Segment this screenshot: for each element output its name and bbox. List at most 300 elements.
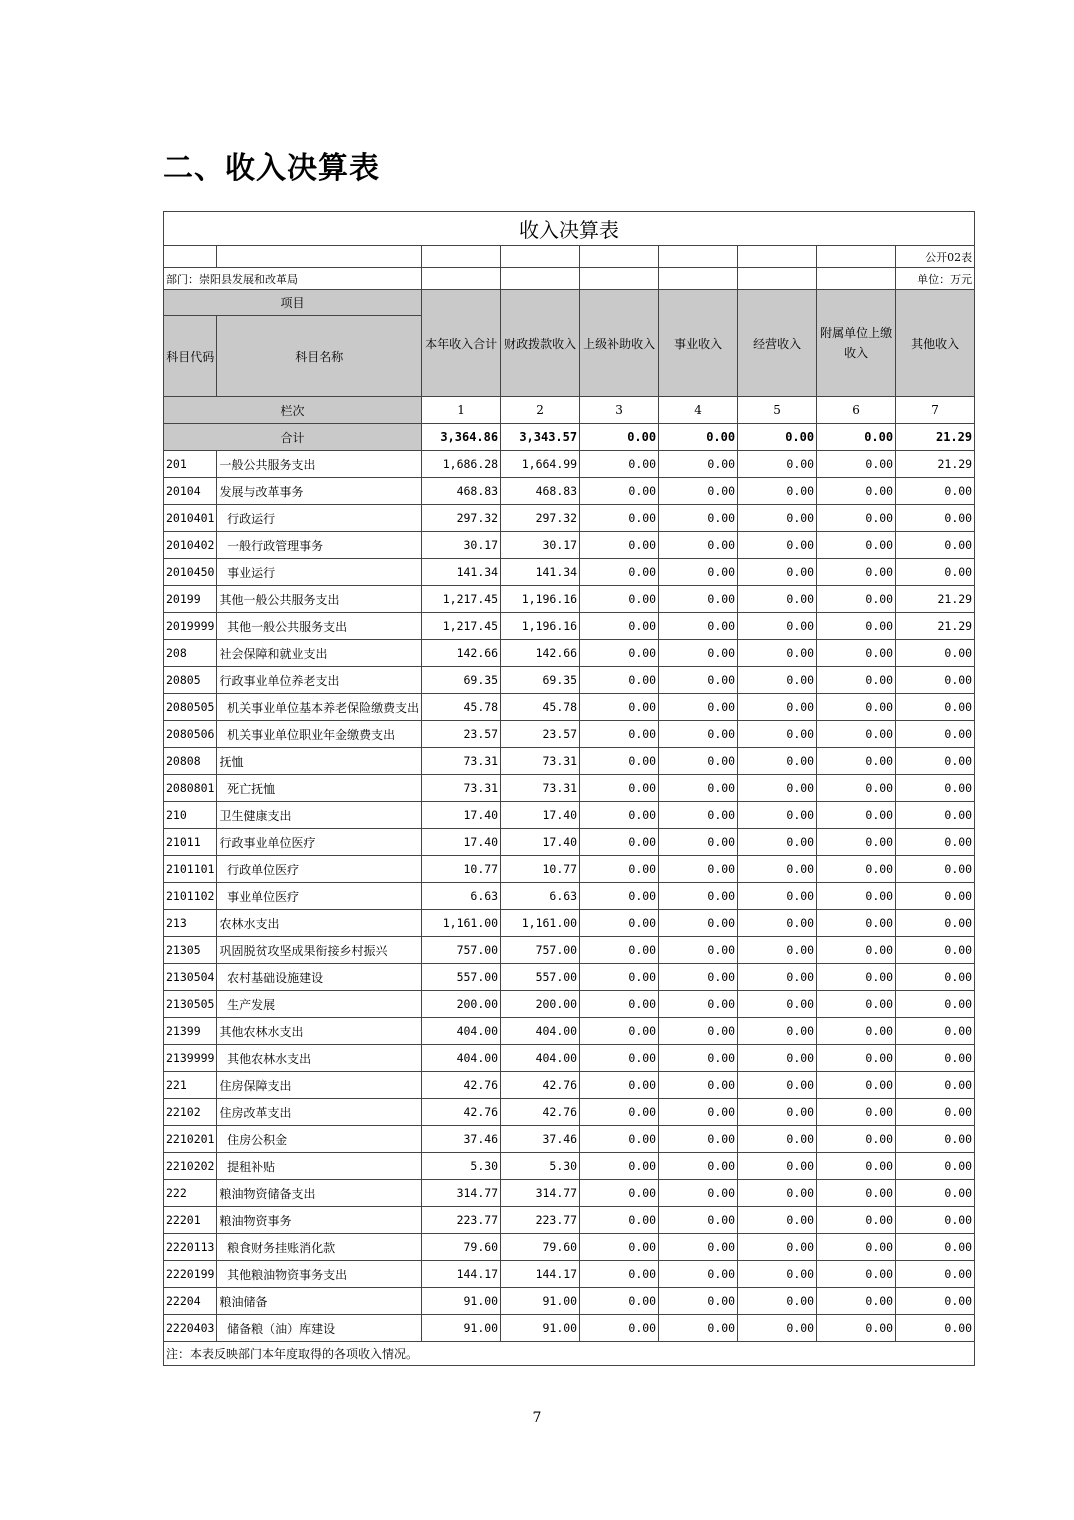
row-value: 0.00 — [817, 1207, 896, 1234]
row-value: 0.00 — [659, 694, 738, 721]
row-name: 农林水支出 — [217, 910, 422, 937]
row-value: 0.00 — [896, 856, 975, 883]
row-value: 0.00 — [580, 586, 659, 613]
row-value: 0.00 — [659, 883, 738, 910]
row-value: 1,217.45 — [422, 613, 501, 640]
row-value: 0.00 — [896, 883, 975, 910]
row-value: 314.77 — [422, 1180, 501, 1207]
row-value: 0.00 — [817, 640, 896, 667]
row-value: 0.00 — [738, 586, 817, 613]
row-value: 297.32 — [422, 505, 501, 532]
row-code: 201 — [164, 451, 217, 478]
row-value: 0.00 — [817, 1099, 896, 1126]
row-value: 0.00 — [896, 1045, 975, 1072]
row-value: 1,217.45 — [422, 586, 501, 613]
row-value: 0.00 — [659, 1153, 738, 1180]
row-value: 0.00 — [738, 505, 817, 532]
row-code: 22201 — [164, 1207, 217, 1234]
row-value: 0.00 — [817, 829, 896, 856]
row-value: 1,161.00 — [422, 910, 501, 937]
page-heading: 二、收入决算表 — [163, 151, 380, 186]
row-value: 0.00 — [580, 802, 659, 829]
row-value: 404.00 — [501, 1018, 580, 1045]
row-value: 0.00 — [738, 694, 817, 721]
row-code: 2220403 — [164, 1315, 217, 1342]
row-name: 其他粮油物资事务支出 — [217, 1261, 422, 1288]
row-value: 0.00 — [817, 937, 896, 964]
row-value: 404.00 — [422, 1018, 501, 1045]
row-value: 91.00 — [501, 1288, 580, 1315]
row-value: 0.00 — [580, 1261, 659, 1288]
row-value: 0.00 — [659, 667, 738, 694]
row-value: 0.00 — [896, 1288, 975, 1315]
row-value: 42.76 — [501, 1099, 580, 1126]
row-value: 0.00 — [659, 559, 738, 586]
row-value: 0.00 — [896, 640, 975, 667]
row-value: 30.17 — [422, 532, 501, 559]
table-title: 收入决算表 — [164, 212, 975, 246]
row-value: 0.00 — [580, 856, 659, 883]
row-value: 0.00 — [738, 748, 817, 775]
row-name: 粮油物资储备支出 — [217, 1180, 422, 1207]
row-value: 0.00 — [738, 1018, 817, 1045]
row-name: 粮油物资事务 — [217, 1207, 422, 1234]
row-value: 0.00 — [580, 667, 659, 694]
row-value: 0.00 — [896, 964, 975, 991]
table-row — [164, 856, 975, 883]
row-code: 2101101 — [164, 856, 217, 883]
row-value: 0.00 — [896, 775, 975, 802]
row-name: 粮油储备 — [217, 1288, 422, 1315]
row-value: 0.00 — [738, 559, 817, 586]
row-value: 223.77 — [501, 1207, 580, 1234]
row-value: 0.00 — [896, 1261, 975, 1288]
table-row — [164, 694, 975, 721]
table-row — [164, 505, 975, 532]
row-value: 0.00 — [738, 1207, 817, 1234]
column-number: 2 — [501, 397, 580, 424]
row-value: 0.00 — [738, 1315, 817, 1342]
row-value: 5.30 — [501, 1153, 580, 1180]
row-value: 0.00 — [580, 1072, 659, 1099]
row-value: 0.00 — [738, 775, 817, 802]
row-code: 20199 — [164, 586, 217, 613]
row-value: 0.00 — [896, 937, 975, 964]
row-value: 23.57 — [501, 721, 580, 748]
row-value: 0.00 — [659, 1018, 738, 1045]
row-value: 37.46 — [422, 1126, 501, 1153]
header-col-5: 经营收入 — [738, 290, 817, 397]
row-value: 0.00 — [896, 1315, 975, 1342]
row-value: 0.00 — [659, 1045, 738, 1072]
row-value: 0.00 — [580, 694, 659, 721]
row-code: 2220199 — [164, 1261, 217, 1288]
page-number: 7 — [532, 1410, 542, 1426]
row-value: 0.00 — [817, 478, 896, 505]
row-value: 0.00 — [817, 613, 896, 640]
row-value: 0.00 — [817, 991, 896, 1018]
row-value: 0.00 — [896, 1153, 975, 1180]
row-value: 0.00 — [817, 1180, 896, 1207]
row-value: 30.17 — [501, 532, 580, 559]
row-value: 0.00 — [896, 721, 975, 748]
row-value: 69.35 — [501, 667, 580, 694]
row-value: 0.00 — [659, 451, 738, 478]
row-value: 0.00 — [580, 1153, 659, 1180]
total-value: 21.29 — [896, 424, 975, 451]
table-row — [164, 586, 975, 613]
table-row — [164, 775, 975, 802]
row-value: 0.00 — [817, 694, 896, 721]
row-name: 生产发展 — [217, 991, 422, 1018]
row-value: 0.00 — [896, 478, 975, 505]
row-value: 0.00 — [580, 1099, 659, 1126]
row-value: 17.40 — [501, 802, 580, 829]
row-name: 其他一般公共服务支出 — [217, 613, 422, 640]
row-value: 0.00 — [738, 478, 817, 505]
table-row — [164, 1261, 975, 1288]
row-name: 住房公积金 — [217, 1126, 422, 1153]
row-value: 314.77 — [501, 1180, 580, 1207]
row-value: 0.00 — [659, 478, 738, 505]
row-value: 0.00 — [896, 910, 975, 937]
row-value: 0.00 — [738, 964, 817, 991]
row-name: 一般公共服务支出 — [217, 451, 422, 478]
row-code: 2010402 — [164, 532, 217, 559]
row-name: 抚恤 — [217, 748, 422, 775]
row-value: 0.00 — [659, 856, 738, 883]
row-value: 0.00 — [817, 1072, 896, 1099]
row-value: 0.00 — [817, 1234, 896, 1261]
header-col-7: 其他收入 — [896, 290, 975, 397]
row-value: 42.76 — [501, 1072, 580, 1099]
table-row — [164, 667, 975, 694]
row-value: 0.00 — [738, 1153, 817, 1180]
row-value: 0.00 — [580, 559, 659, 586]
row-value: 0.00 — [659, 1207, 738, 1234]
table-row — [164, 802, 975, 829]
total-value: 0.00 — [659, 424, 738, 451]
row-value: 0.00 — [580, 1315, 659, 1342]
table-row — [164, 964, 975, 991]
row-value: 0.00 — [738, 721, 817, 748]
table-row — [164, 1126, 975, 1153]
table-row — [164, 559, 975, 586]
row-value: 0.00 — [580, 937, 659, 964]
row-value: 91.00 — [501, 1315, 580, 1342]
row-value: 0.00 — [580, 505, 659, 532]
row-value: 23.57 — [422, 721, 501, 748]
row-value: 141.34 — [501, 559, 580, 586]
header-code: 科目代码 — [164, 316, 217, 397]
row-value: 69.35 — [422, 667, 501, 694]
row-name: 其他农林水支出 — [217, 1018, 422, 1045]
row-value: 0.00 — [817, 883, 896, 910]
row-value: 0.00 — [580, 613, 659, 640]
row-value: 0.00 — [738, 667, 817, 694]
row-value: 0.00 — [580, 964, 659, 991]
row-value: 0.00 — [896, 748, 975, 775]
row-value: 0.00 — [896, 1234, 975, 1261]
row-value: 0.00 — [580, 532, 659, 559]
row-value: 0.00 — [580, 748, 659, 775]
row-value: 0.00 — [738, 802, 817, 829]
row-value: 0.00 — [896, 694, 975, 721]
row-value: 0.00 — [817, 1126, 896, 1153]
row-value: 0.00 — [896, 802, 975, 829]
row-value: 0.00 — [738, 991, 817, 1018]
row-value: 0.00 — [580, 775, 659, 802]
row-value: 0.00 — [580, 1126, 659, 1153]
row-value: 142.66 — [422, 640, 501, 667]
row-value: 79.60 — [501, 1234, 580, 1261]
row-value: 0.00 — [580, 1045, 659, 1072]
row-value: 42.76 — [422, 1072, 501, 1099]
table-row — [164, 991, 975, 1018]
row-name: 行政单位医疗 — [217, 856, 422, 883]
table-row — [164, 532, 975, 559]
row-code: 2010401 — [164, 505, 217, 532]
row-name: 社会保障和就业支出 — [217, 640, 422, 667]
row-name: 巩固脱贫攻坚成果衔接乡村振兴 — [217, 937, 422, 964]
table-row — [164, 1099, 975, 1126]
row-value: 0.00 — [659, 991, 738, 1018]
row-value: 0.00 — [896, 505, 975, 532]
row-value: 0.00 — [738, 1126, 817, 1153]
row-value: 404.00 — [501, 1045, 580, 1072]
total-value: 3,364.86 — [422, 424, 501, 451]
row-value: 73.31 — [422, 748, 501, 775]
row-name: 行政运行 — [217, 505, 422, 532]
table-row — [164, 1072, 975, 1099]
unit-label: 单位：万元 — [896, 268, 975, 290]
row-code: 22102 — [164, 1099, 217, 1126]
row-name: 其他农林水支出 — [217, 1045, 422, 1072]
row-value: 79.60 — [422, 1234, 501, 1261]
row-value: 0.00 — [738, 910, 817, 937]
column-number: 4 — [659, 397, 738, 424]
table-row — [164, 640, 975, 667]
row-value: 0.00 — [817, 505, 896, 532]
row-value: 0.00 — [659, 829, 738, 856]
row-name: 死亡抚恤 — [217, 775, 422, 802]
table-row — [164, 1153, 975, 1180]
row-value: 0.00 — [580, 991, 659, 1018]
row-value: 0.00 — [817, 1288, 896, 1315]
row-value: 200.00 — [422, 991, 501, 1018]
row-name: 机关事业单位基本养老保险缴费支出 — [217, 694, 422, 721]
row-value: 468.83 — [501, 478, 580, 505]
row-value: 45.78 — [422, 694, 501, 721]
row-value: 0.00 — [738, 640, 817, 667]
row-value: 0.00 — [817, 586, 896, 613]
row-value: 297.32 — [501, 505, 580, 532]
row-value: 0.00 — [659, 640, 738, 667]
row-value: 0.00 — [659, 586, 738, 613]
department-label: 部门：崇阳县发展和改革局 — [164, 268, 422, 290]
row-value: 0.00 — [738, 829, 817, 856]
header-col-1: 本年收入合计 — [422, 290, 501, 397]
row-name: 卫生健康支出 — [217, 802, 422, 829]
table-row — [164, 1315, 975, 1342]
row-value: 0.00 — [896, 829, 975, 856]
row-value: 0.00 — [659, 964, 738, 991]
row-value: 0.00 — [738, 883, 817, 910]
row-value: 0.00 — [580, 1180, 659, 1207]
total-value: 0.00 — [580, 424, 659, 451]
row-value: 0.00 — [659, 1315, 738, 1342]
row-value: 0.00 — [659, 1234, 738, 1261]
row-code: 221 — [164, 1072, 217, 1099]
row-value: 0.00 — [738, 1099, 817, 1126]
table-row — [164, 451, 975, 478]
row-value: 0.00 — [817, 1315, 896, 1342]
row-value: 0.00 — [817, 802, 896, 829]
column-number: 1 — [422, 397, 501, 424]
form-number: 公开02表 — [896, 246, 975, 268]
row-name: 一般行政管理事务 — [217, 532, 422, 559]
row-value: 0.00 — [580, 1207, 659, 1234]
row-value: 0.00 — [738, 1180, 817, 1207]
header-col-4: 事业收入 — [659, 290, 738, 397]
row-code: 20104 — [164, 478, 217, 505]
row-value: 17.40 — [422, 802, 501, 829]
row-value: 0.00 — [817, 532, 896, 559]
total-label: 合计 — [164, 424, 422, 451]
row-value: 223.77 — [422, 1207, 501, 1234]
row-code: 2080505 — [164, 694, 217, 721]
row-value: 142.66 — [501, 640, 580, 667]
row-name: 农村基础设施建设 — [217, 964, 422, 991]
row-value: 141.34 — [422, 559, 501, 586]
row-value: 0.00 — [659, 910, 738, 937]
row-name: 行政事业单位养老支出 — [217, 667, 422, 694]
row-value: 73.31 — [501, 775, 580, 802]
row-value: 0.00 — [817, 964, 896, 991]
row-value: 0.00 — [738, 1234, 817, 1261]
table-row — [164, 910, 975, 937]
row-value: 0.00 — [738, 1288, 817, 1315]
row-value: 1,686.28 — [422, 451, 501, 478]
column-number: 3 — [580, 397, 659, 424]
row-value: 144.17 — [501, 1261, 580, 1288]
row-value: 0.00 — [659, 1180, 738, 1207]
table-row — [164, 937, 975, 964]
row-code: 20808 — [164, 748, 217, 775]
row-value: 0.00 — [580, 883, 659, 910]
row-value: 10.77 — [422, 856, 501, 883]
header-name: 科目名称 — [217, 316, 422, 397]
row-value: 21.29 — [896, 613, 975, 640]
row-name: 事业单位医疗 — [217, 883, 422, 910]
row-value: 0.00 — [580, 1288, 659, 1315]
row-value: 0.00 — [659, 748, 738, 775]
row-value: 0.00 — [896, 1126, 975, 1153]
row-value: 557.00 — [501, 964, 580, 991]
row-value: 0.00 — [659, 1072, 738, 1099]
row-value: 73.31 — [501, 748, 580, 775]
row-name: 机关事业单位职业年金缴费支出 — [217, 721, 422, 748]
row-code: 213 — [164, 910, 217, 937]
row-value: 0.00 — [580, 1018, 659, 1045]
row-value: 0.00 — [659, 721, 738, 748]
row-code: 20805 — [164, 667, 217, 694]
row-value: 0.00 — [738, 1045, 817, 1072]
row-value: 0.00 — [738, 937, 817, 964]
row-value: 0.00 — [738, 613, 817, 640]
row-name: 住房保障支出 — [217, 1072, 422, 1099]
row-value: 0.00 — [659, 505, 738, 532]
row-code: 21399 — [164, 1018, 217, 1045]
row-code: 21305 — [164, 937, 217, 964]
header-row-label: 栏次 — [164, 397, 422, 424]
row-code: 2210201 — [164, 1126, 217, 1153]
column-number: 5 — [738, 397, 817, 424]
row-value: 0.00 — [817, 667, 896, 694]
row-value: 0.00 — [738, 856, 817, 883]
row-value: 757.00 — [501, 937, 580, 964]
row-value: 144.17 — [422, 1261, 501, 1288]
row-value: 0.00 — [817, 775, 896, 802]
row-value: 21.29 — [896, 586, 975, 613]
row-code: 2010450 — [164, 559, 217, 586]
row-value: 0.00 — [817, 1153, 896, 1180]
row-code: 210 — [164, 802, 217, 829]
row-value: 0.00 — [659, 937, 738, 964]
table-body — [164, 451, 975, 1342]
row-value: 0.00 — [896, 991, 975, 1018]
row-code: 208 — [164, 640, 217, 667]
table-row — [164, 748, 975, 775]
row-value: 0.00 — [896, 532, 975, 559]
table-row — [164, 613, 975, 640]
row-name: 提租补贴 — [217, 1153, 422, 1180]
row-value: 0.00 — [659, 613, 738, 640]
total-value: 3,343.57 — [501, 424, 580, 451]
row-value: 6.63 — [501, 883, 580, 910]
row-code: 2220113 — [164, 1234, 217, 1261]
header-col-3: 上级补助收入 — [580, 290, 659, 397]
row-code: 22204 — [164, 1288, 217, 1315]
row-value: 0.00 — [738, 1261, 817, 1288]
row-value: 200.00 — [501, 991, 580, 1018]
row-value: 0.00 — [817, 721, 896, 748]
row-code: 2080506 — [164, 721, 217, 748]
row-value: 0.00 — [896, 1180, 975, 1207]
row-code: 2130504 — [164, 964, 217, 991]
row-code: 2080801 — [164, 775, 217, 802]
row-value: 45.78 — [501, 694, 580, 721]
row-value: 0.00 — [659, 532, 738, 559]
row-code: 2139999 — [164, 1045, 217, 1072]
table-row — [164, 1045, 975, 1072]
table-row — [164, 1288, 975, 1315]
row-code: 2130505 — [164, 991, 217, 1018]
row-name: 其他一般公共服务支出 — [217, 586, 422, 613]
row-value: 0.00 — [580, 829, 659, 856]
row-value: 0.00 — [580, 451, 659, 478]
row-value: 6.63 — [422, 883, 501, 910]
row-value: 17.40 — [422, 829, 501, 856]
row-value: 0.00 — [817, 748, 896, 775]
row-name: 储备粮（油）库建设 — [217, 1315, 422, 1342]
row-value: 0.00 — [659, 802, 738, 829]
row-code: 21011 — [164, 829, 217, 856]
row-value: 0.00 — [659, 775, 738, 802]
total-value: 0.00 — [738, 424, 817, 451]
row-value: 0.00 — [896, 1207, 975, 1234]
row-name: 住房改革支出 — [217, 1099, 422, 1126]
